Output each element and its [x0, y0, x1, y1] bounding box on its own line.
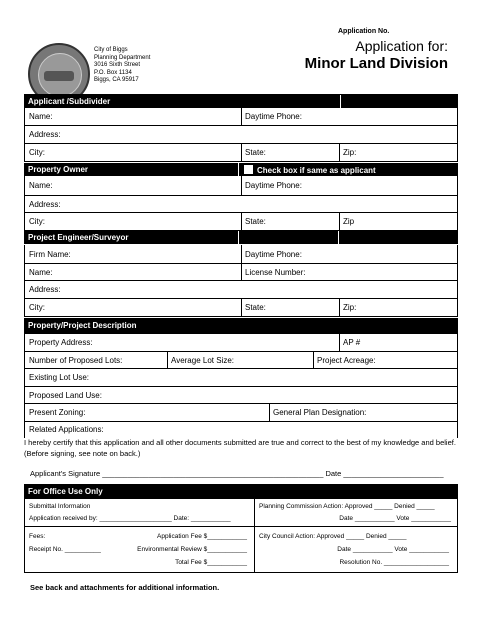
engineer-firm-row: [24, 245, 458, 264]
engineer-city-field[interactable]: City:: [29, 303, 45, 312]
existing-lot-use-field[interactable]: Existing Lot Use:: [29, 373, 90, 382]
owner-phone-field[interactable]: Daytime Phone:: [245, 181, 302, 190]
engineer-name-row: [24, 264, 458, 281]
owner-city-row: [24, 213, 458, 231]
application-fee-field[interactable]: Application Fee $___________: [157, 533, 247, 540]
applicant-address-field[interactable]: Address:: [29, 130, 61, 139]
engineer-state-field[interactable]: State:: [245, 303, 266, 312]
general-plan-field[interactable]: General Plan Designation:: [273, 408, 367, 417]
certification-text: I hereby certify that this application and all other documents submitted are true and correct to the best of my knowledge and belief. (Before signing, see note on back.): [24, 438, 456, 458]
engineer-phone-field[interactable]: Daytime Phone:: [245, 250, 302, 259]
avg-lot-size-field[interactable]: Average Lot Size:: [171, 356, 235, 365]
property-address-field[interactable]: Property Address:: [29, 338, 93, 347]
applicant-name-row: [24, 108, 458, 126]
owner-state-field[interactable]: State:: [245, 217, 266, 226]
checkbox-icon[interactable]: [244, 165, 253, 174]
applicant-city-row: [24, 144, 458, 162]
property-address-row: [24, 334, 458, 352]
lots-row: [24, 352, 458, 369]
submittal-info-label: Submittal Information: [29, 503, 91, 510]
applicant-address-row: [24, 126, 458, 144]
department-address: City of Biggs Planning Department 3016 Sixth Street P.O. Box 1134 Biggs, CA 95917: [94, 47, 151, 83]
proposed-lots-field[interactable]: Number of Proposed Lots:: [29, 356, 123, 365]
owner-name-field[interactable]: Name:: [29, 181, 53, 190]
proposed-land-use-field[interactable]: Proposed Land Use:: [29, 391, 102, 400]
city-council-action[interactable]: City Council Action: Approved _____ Denied _____: [259, 533, 407, 540]
engineer-firm-field[interactable]: Firm Name:: [29, 250, 71, 259]
planning-commission-action[interactable]: Planning Commission Action: Approved _____ Denied _____: [259, 503, 435, 510]
engineer-address-row: [24, 281, 458, 299]
council-date-vote[interactable]: Date ___________ Vote ___________: [337, 546, 449, 553]
title-line-1: Application for:: [355, 38, 448, 54]
application-number-label: Application No.: [338, 28, 390, 35]
signature-line[interactable]: Applicant's Signature _____________________________________________________ Date ________________________: [30, 469, 444, 478]
office-use-box: [24, 499, 458, 573]
zoning-row: [24, 404, 458, 422]
section-header-office: For Office Use Only: [24, 484, 458, 499]
planning-date-vote[interactable]: Date ___________ Vote ___________: [339, 515, 451, 522]
related-applications-field[interactable]: Related Applications:: [29, 425, 104, 434]
same-as-applicant-checkbox[interactable]: Check box if same as applicant: [244, 165, 376, 175]
owner-city-field[interactable]: City:: [29, 217, 45, 226]
applicant-name-field[interactable]: Name:: [29, 112, 53, 121]
existing-use-row: [24, 369, 458, 387]
title-line-2: Minor Land Division: [304, 55, 448, 72]
section-header-property: Property/Project Description: [24, 318, 458, 334]
engineer-city-row: [24, 299, 458, 317]
related-apps-row: [24, 422, 458, 438]
applicant-state-field[interactable]: State:: [245, 148, 266, 157]
engineer-zip-field[interactable]: Zip:: [343, 303, 357, 312]
footer-note: See back and attachments for additional information.: [30, 583, 220, 592]
owner-address-field[interactable]: Address:: [29, 200, 61, 209]
engineer-address-field[interactable]: Address:: [29, 285, 61, 294]
applicant-phone-field[interactable]: Daytime Phone:: [245, 112, 302, 121]
resolution-no-field[interactable]: Resolution No. __________________: [339, 559, 449, 566]
total-fee-field[interactable]: Total Fee $___________: [175, 559, 247, 566]
owner-zip-field[interactable]: Zip: [343, 217, 355, 226]
section-header-engineer: Project Engineer/Surveyor: [24, 231, 458, 244]
receipt-no-field[interactable]: Receipt No. __________: [29, 546, 101, 553]
apn-field[interactable]: AP #: [343, 338, 361, 347]
owner-address-row: [24, 196, 458, 213]
environmental-review-field[interactable]: Environmental Review $___________: [137, 546, 247, 553]
project-acreage-field[interactable]: Project Acreage:: [317, 356, 376, 365]
applicant-zip-field[interactable]: Zip:: [343, 148, 357, 157]
fees-label: Fees:: [29, 533, 46, 540]
owner-name-row: [24, 176, 458, 196]
section-header-applicant: Applicant /Subdivider: [24, 95, 458, 108]
section-header-owner: Property Owner: [24, 163, 458, 176]
applicant-city-field[interactable]: City:: [29, 148, 45, 157]
engineer-name-field[interactable]: Name:: [29, 268, 53, 277]
engineer-license-field[interactable]: License Number:: [245, 268, 306, 277]
proposed-use-row: [24, 387, 458, 404]
received-by-field[interactable]: Application received by: ____________________ Date: ___________: [29, 515, 231, 522]
present-zoning-field[interactable]: Present Zoning:: [29, 408, 86, 417]
